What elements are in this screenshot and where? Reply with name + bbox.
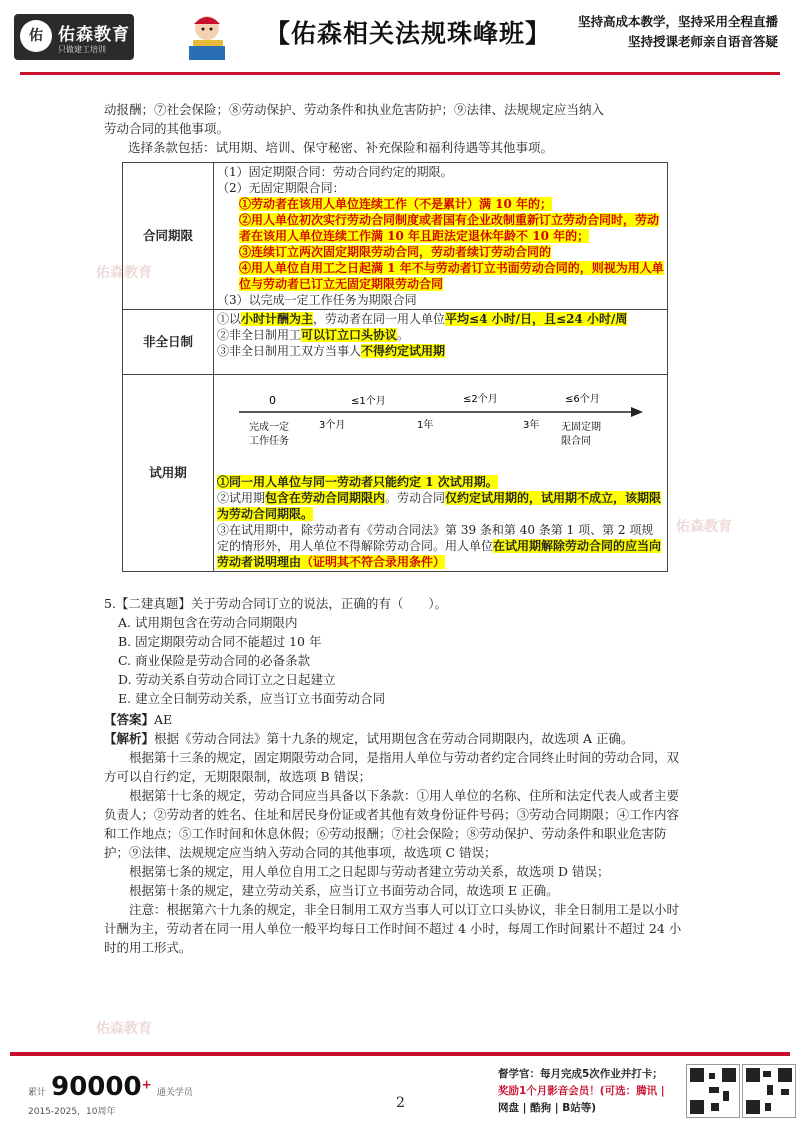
timeline-tick-label: 3个月 bbox=[319, 420, 346, 431]
row-content bbox=[214, 163, 668, 310]
text: ①以 bbox=[217, 312, 242, 326]
intro-line: 选择条款包括：试用期、培训、保守秘密、补充保险和福利待遇等其他事项。 bbox=[128, 140, 554, 155]
option-item: E. 建立全日制劳动关系，应当订立书面劳动合同 bbox=[118, 691, 386, 706]
row-line bbox=[217, 490, 664, 522]
study-promo bbox=[498, 1066, 684, 1117]
answer-value: AE bbox=[154, 712, 173, 727]
table-row bbox=[123, 163, 668, 310]
analysis-label: 【解析】 bbox=[104, 731, 155, 746]
footer-stats bbox=[28, 1072, 193, 1117]
highlight-text: 小时计酬为主 bbox=[241, 312, 314, 326]
text: ③在试用期中，除劳动者有《劳动合同法》第 39 条和第 40 条第 1 项、第 2 项规定的情形外，用人单位不得解除劳动合同。用人单位 bbox=[217, 523, 654, 553]
watermark: 佑森教育 bbox=[96, 265, 152, 281]
analysis-block bbox=[104, 729, 684, 957]
highlight-text: ③连续订立两次固定期限劳动合同，劳动者续订劳动合同的 bbox=[239, 245, 552, 259]
analysis-paragraph bbox=[104, 786, 684, 862]
question-block bbox=[104, 594, 684, 957]
header-slogan bbox=[578, 12, 778, 52]
analysis-paragraph bbox=[104, 729, 684, 748]
analysis-text: 根据第十条的规定，建立劳动关系，应当订立书面劳动合同，故选项 E 正确。 bbox=[129, 883, 559, 898]
table-row bbox=[123, 375, 668, 572]
row-line bbox=[217, 343, 664, 359]
highlight-text: 不得约定试用期 bbox=[361, 344, 446, 358]
option-item: A. 试用期包含在劳动合同期限内 bbox=[118, 615, 298, 630]
qr-code-icon bbox=[742, 1064, 796, 1118]
logo-name: 佑森教育 bbox=[58, 25, 130, 45]
timeline-note: 工作任务 bbox=[249, 436, 289, 447]
option-item: D. 劳动关系自劳动合同订立之日起建立 bbox=[118, 672, 336, 687]
watermark: 佑森教育 bbox=[96, 1021, 152, 1037]
timeline-tick-label: 3年 bbox=[523, 420, 540, 431]
highlight-text: （证明其不符合录用条件） bbox=[301, 555, 446, 569]
highlight-text: 在试用期解除劳动合同的应当向劳动者说明理由 bbox=[217, 539, 662, 569]
text: 。劳动合同 bbox=[385, 491, 446, 505]
count-plus: + bbox=[141, 1077, 152, 1092]
table-row bbox=[123, 310, 668, 375]
option-list bbox=[104, 613, 684, 708]
text: ③非全日制用工双方当事人 bbox=[217, 344, 362, 358]
probation-timeline bbox=[231, 384, 651, 470]
row-label: 合同期限 bbox=[123, 163, 214, 310]
analysis-text: 根据第十三条的规定，固定期限劳动合同，是指用人单位与劳动者约定合同终止时间的劳动合同，双方可以自行约定，无期限限制，故选项 B 错误； bbox=[104, 750, 680, 784]
logo-emblem-icon: 佑 bbox=[20, 20, 52, 52]
answer-label: 【答案】 bbox=[104, 712, 155, 727]
header-divider bbox=[20, 72, 780, 75]
analysis-text: 根据《劳动合同法》第十九条的规定，试用期包含在劳动合同期限内，故选项 A 正确。 bbox=[154, 731, 634, 746]
highlight-text: 平均≤4 小时/日，且≤24 小时/周 bbox=[445, 312, 628, 326]
analysis-paragraph bbox=[104, 862, 684, 881]
page-header bbox=[0, 0, 800, 72]
text: 。 bbox=[397, 328, 410, 342]
text: ②试用期 bbox=[217, 491, 266, 505]
row-line: （1）固定期限合同：劳动合同约定的期限。 bbox=[217, 165, 453, 179]
analysis-paragraph bbox=[104, 881, 684, 900]
promo-line: 督学官：每月完成5次作业并打卡； bbox=[498, 1068, 663, 1080]
row-label: 试用期 bbox=[123, 375, 214, 572]
analysis-text: 根据第十七条的规定，劳动合同应当具备以下条款：①用人单位的名称、住所和法定代表人或者主要负责人；②劳动者的姓名、住址和居民身份证或者其他有效身份证件号码；③劳动合同期限；④工作内容和工作地点；⑤工作时间和休息休假；⑥劳动报酬；⑦社会保险；⑧劳动保护、劳动条件和职业危害防护；⑨法律、法规规定应当纳入劳动合同的其他事项，故选项 C 错误； bbox=[104, 788, 680, 860]
highlight-text: 可以订立口头协议 bbox=[301, 328, 398, 342]
count-prefix: 累计 bbox=[28, 1088, 47, 1098]
highlight-text: ①劳动者在该用人单位连续工作（不是累计）满 10 年的； bbox=[239, 197, 553, 211]
count-suffix: 通关学员 bbox=[156, 1088, 193, 1098]
slogan-line-1: 坚持高成本教学，坚持采用全程直播 bbox=[577, 14, 778, 29]
promo-line: 奖励1个月影音会员！(可选：腾讯 | bbox=[498, 1085, 665, 1097]
row-label: 非全日制 bbox=[123, 310, 214, 375]
option-item: B. 固定期限劳动合同不能超过 10 年 bbox=[118, 634, 322, 649]
page-number: 2 bbox=[396, 1095, 405, 1111]
analysis-paragraph bbox=[104, 900, 684, 957]
watermark: 佑森教育 bbox=[676, 519, 732, 535]
text: ，劳动者在同一用人单位 bbox=[313, 312, 446, 326]
intro-line: 劳动合同的其他事项。 bbox=[104, 121, 230, 136]
brand-logo bbox=[14, 14, 134, 60]
mascot-icon bbox=[185, 10, 229, 62]
intro-paragraph bbox=[104, 100, 684, 157]
page-title: 【佑森相关法规珠峰班】 bbox=[265, 19, 552, 48]
timeline-note: 完成一定 bbox=[249, 422, 289, 433]
answer-line bbox=[104, 710, 684, 729]
timeline-top-label: ≤6个月 bbox=[565, 394, 600, 405]
row-content bbox=[214, 310, 668, 375]
contract-table bbox=[122, 162, 668, 572]
highlight-text: ①同一用人单位与同一劳动者只能约定 1 次试用期。 bbox=[217, 475, 498, 489]
footer-divider bbox=[10, 1052, 790, 1056]
row-line bbox=[217, 474, 664, 490]
timeline-top-label: 0 bbox=[269, 394, 276, 407]
option-item: C. 商业保险是劳动合同的必备条款 bbox=[118, 653, 311, 668]
question-stem: 5.【二建真题】关于劳动合同订立的说法，正确的有（ ）。 bbox=[104, 596, 448, 611]
highlight-text: ④用人单位自用工之日起满 1 年不与劳动者订立书面劳动合同的，则视为用人单位与劳动者已订立无固定期限劳动合同 bbox=[239, 261, 664, 291]
slogan-line-2: 坚持授课老师亲自语音答疑 bbox=[627, 34, 778, 49]
row-line bbox=[217, 311, 664, 327]
analysis-text: 注意：根据第六十九条的规定，非全日制用工双方当事人可以订立口头协议，非全日制用工是以小时计酬为主，劳动者在同一用人单位一般平均每日工作时间不超过 4 小时，每周工作时间累计不超过 24 小时的用工形式。 bbox=[104, 902, 682, 955]
timeline-note: 限合同 bbox=[561, 436, 591, 447]
highlight-text: ②用人单位初次实行劳动合同制度或者国有企业改制重新订立劳动合同时，劳动者在该用人单位连续工作满 10 年且距法定退休年龄不 10 年的； bbox=[239, 213, 660, 243]
highlight-text: 包含在劳动合同期限内 bbox=[265, 491, 386, 505]
timeline-tick-label: 1年 bbox=[417, 420, 434, 431]
logo-tagline: 只做建工培训 bbox=[58, 45, 106, 54]
row-line: （3）以完成一定工作任务为期限合同 bbox=[217, 293, 417, 307]
row-content bbox=[214, 375, 668, 572]
intro-line: 动报酬；⑦社会保险；⑧劳动保护、劳动条件和执业危害防护；⑨法律、法规规定应当纳入 bbox=[104, 102, 605, 117]
row-line bbox=[217, 522, 664, 570]
qr-code-icon bbox=[686, 1064, 740, 1118]
highlight-text: 仅约定试用期的，试用期不成立，该期限为劳动合同期限。 bbox=[217, 491, 662, 521]
student-count: 90000 bbox=[51, 1072, 142, 1102]
arrow-head-icon bbox=[631, 407, 643, 417]
timeline-top-label: ≤2个月 bbox=[463, 394, 498, 405]
analysis-text: 根据第七条的规定，用人单位自用工之日起即与劳动者建立劳动关系，故选项 D 错误； bbox=[129, 864, 610, 879]
analysis-paragraph bbox=[104, 748, 684, 786]
promo-line: 网盘 | 酷狗 | B站等) bbox=[498, 1102, 597, 1114]
row-line bbox=[217, 327, 664, 343]
text: ②非全日制用工 bbox=[217, 328, 302, 342]
anniversary-text: 2015-2025，10周年 bbox=[28, 1107, 116, 1117]
row-line: （2）无固定期限合同： bbox=[217, 181, 345, 195]
timeline-top-label: ≤1个月 bbox=[351, 396, 386, 407]
timeline-note: 无固定期 bbox=[561, 422, 601, 433]
